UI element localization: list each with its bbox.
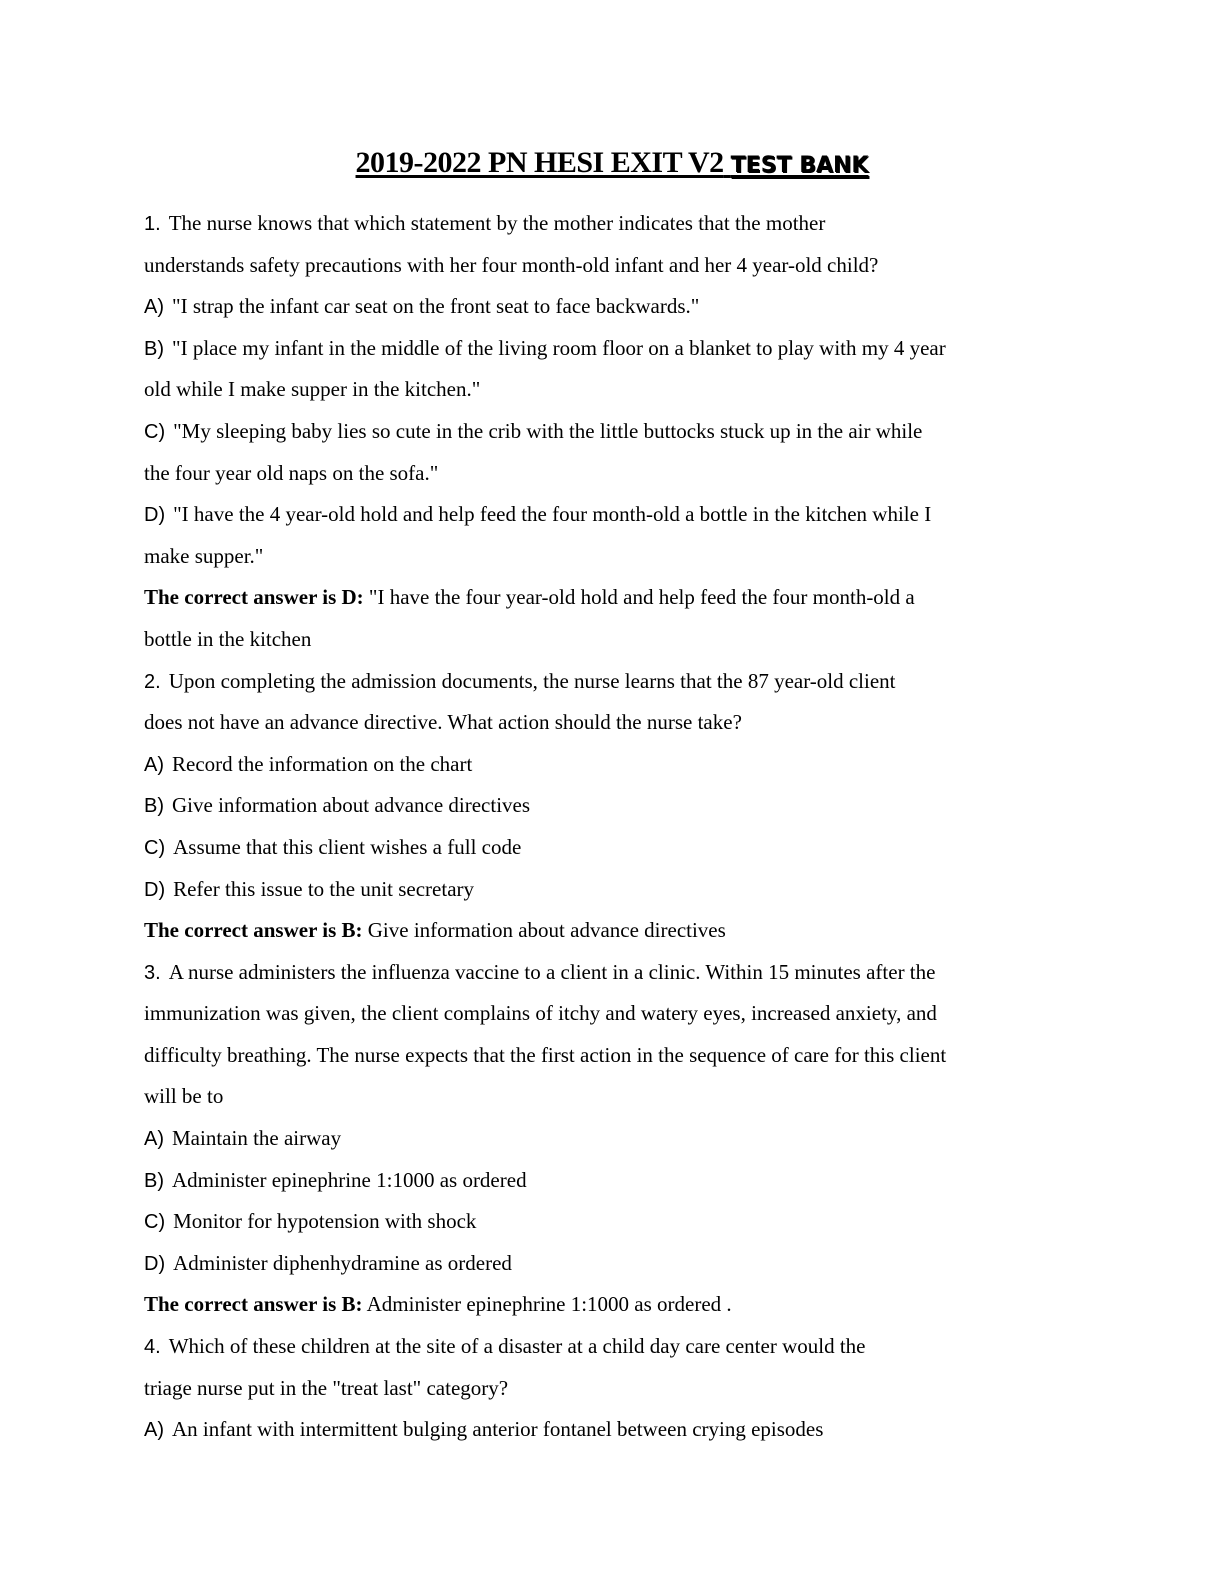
option-text: Administer epinephrine 1:1000 as ordered	[172, 1167, 527, 1192]
correct-answer-text: bottle in the kitchen	[144, 626, 312, 651]
correct-answer	[144, 577, 1074, 619]
option-label: A)	[144, 1419, 164, 1442]
option-label: C)	[144, 1211, 166, 1234]
correct-answer-prefix: The correct answer is B:	[144, 1292, 363, 1317]
question-item	[144, 1326, 1074, 1451]
option-text: Refer this issue to the unit secretary	[173, 876, 475, 901]
option-text: make supper."	[144, 543, 264, 568]
answer-option	[144, 1243, 1074, 1285]
answer-option	[144, 1160, 1074, 1202]
question-text: understands safety precautions with her four month-old infant and her 4 year-old child?	[144, 252, 879, 277]
question-text: will be to	[144, 1084, 224, 1109]
question-list	[144, 203, 1074, 1451]
answer-option	[144, 328, 1074, 370]
question-line	[144, 993, 1074, 1035]
question-number: 2.	[144, 670, 161, 693]
answer-option	[144, 785, 1074, 827]
option-text: "I place my infant in the middle of the living room floor on a blanket to play with my 4 year	[172, 335, 946, 360]
question-number: 1.	[144, 213, 161, 235]
option-text: the four year old naps on the sofa."	[144, 460, 439, 485]
question-item	[144, 661, 1074, 952]
correct-answer-text: Administer epinephrine 1:1000 as ordered .	[366, 1292, 732, 1317]
option-text: old while I make supper in the kitchen."	[144, 377, 481, 402]
option-text: "My sleeping baby lies so cute in the crib with the little buttocks stuck up in the air while	[173, 418, 923, 443]
question-number: 3.	[144, 961, 161, 984]
question-item	[144, 952, 1074, 1326]
answer-option	[144, 1201, 1074, 1243]
question-item	[144, 203, 1074, 661]
option-label: C)	[144, 420, 166, 443]
question-text: Upon completing the admission documents, the nurse learns that the 87 year-old client	[168, 668, 896, 693]
answer-option	[144, 286, 1074, 328]
option-label: B)	[144, 337, 164, 360]
answer-option	[144, 494, 1074, 536]
answer-option	[144, 1409, 1074, 1451]
option-label: B)	[144, 1169, 164, 1192]
option-label: D)	[144, 504, 166, 527]
answer-option	[144, 744, 1074, 786]
option-label: D)	[144, 878, 166, 901]
question-line	[144, 702, 1074, 744]
question-text: immunization was given, the client complains of itchy and watery eyes, increased anxiety, and	[144, 1001, 937, 1026]
title-main: 2019-2022 PN HESI EXIT V2	[355, 146, 724, 179]
answer-option	[144, 1118, 1074, 1160]
question-text: Which of these children at the site of a disaster at a child day care center would the	[168, 1334, 866, 1359]
question-text: does not have an advance directive. What action should the nurse take?	[144, 710, 742, 735]
option-text: Monitor for hypotension with shock	[173, 1209, 477, 1234]
option-label: D)	[144, 1252, 166, 1275]
answer-option	[144, 869, 1074, 911]
question-line	[144, 1368, 1074, 1410]
option-label: A)	[144, 1128, 164, 1151]
question-text: A nurse administers the influenza vaccine to a client in a clinic. Within 15 minutes after the	[168, 959, 936, 984]
question-line	[144, 1076, 1074, 1118]
correct-answer	[144, 619, 1074, 661]
option-text: Record the information on the chart	[172, 751, 473, 776]
document-title	[0, 146, 1224, 180]
correct-answer	[144, 910, 1074, 952]
option-label: C)	[144, 836, 166, 859]
option-label: A)	[144, 296, 164, 319]
option-text: Administer diphenhydramine as ordered	[173, 1250, 512, 1275]
option-text: "I have the 4 year-old hold and help feed the four month-old a bottle in the kitchen while I	[173, 502, 932, 527]
question-text: triage nurse put in the "treat last" category?	[144, 1375, 509, 1400]
option-label: B)	[144, 795, 164, 818]
answer-option	[144, 453, 1074, 495]
question-line	[144, 1326, 1074, 1368]
option-text: Assume that this client wishes a full code	[173, 834, 522, 859]
option-text: Give information about advance directives	[172, 793, 531, 818]
question-line	[144, 1035, 1074, 1077]
title-suffix: TEST BANK	[730, 153, 869, 178]
correct-answer-text: Give information about advance directives	[367, 918, 726, 943]
correct-answer-prefix: The correct answer is D:	[144, 585, 364, 610]
option-label: A)	[144, 753, 164, 776]
question-line	[144, 661, 1074, 703]
answer-option	[144, 536, 1074, 578]
option-text: "I strap the infant car seat on the front seat to face backwards."	[172, 294, 700, 319]
answer-option	[144, 827, 1074, 869]
answer-option	[144, 369, 1074, 411]
question-line	[144, 245, 1074, 287]
question-number: 4.	[144, 1336, 161, 1359]
option-text: Maintain the airway	[172, 1126, 342, 1151]
question-text: difficulty breathing. The nurse expects that the first action in the sequence of care for this client	[144, 1042, 947, 1067]
option-text: An infant with intermittent bulging anterior fontanel between crying episodes	[172, 1417, 824, 1442]
correct-answer-prefix: The correct answer is B:	[144, 918, 363, 943]
question-text: The nurse knows that which statement by the mother indicates that the mother	[168, 211, 826, 235]
question-line	[144, 203, 1074, 245]
question-line	[144, 952, 1074, 994]
correct-answer	[144, 1284, 1074, 1326]
correct-answer-text: "I have the four year-old hold and help feed the four month-old a	[368, 585, 915, 610]
answer-option	[144, 411, 1074, 453]
